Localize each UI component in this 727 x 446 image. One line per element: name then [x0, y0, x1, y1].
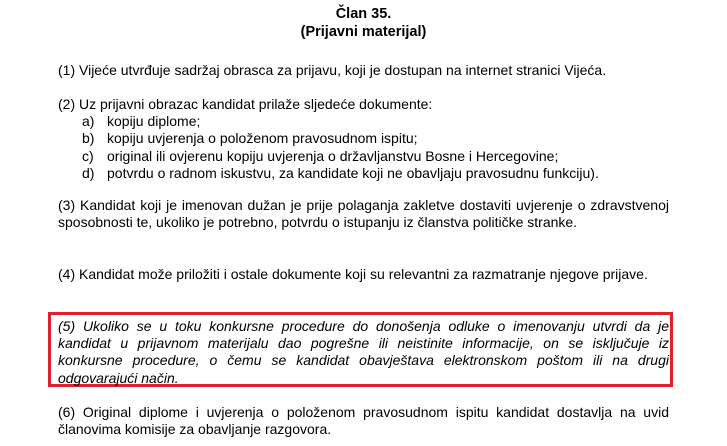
list-item	[58, 148, 669, 165]
document-list	[58, 113, 669, 182]
article-number: Član 35.	[335, 6, 392, 22]
paragraph-6: (6) Original diplome i uvjerenja o položenom pravosudnom ispitu kandidat dostavlja na uvid članovima komisije za obavljanje razgovora.	[58, 404, 669, 438]
list-item	[58, 113, 669, 130]
list-item-text: original ili ovjerenu kopiju uvjerenja o državljanstvu Bosne i Hercegovine;	[107, 147, 559, 164]
paragraph-2	[58, 96, 669, 182]
list-item-text: kopiju diplome;	[107, 113, 201, 130]
paragraph-1: (1) Vijeće utvrđuje sadržaj obrasca za prijavu, koji je dostupan na internet stranici Vijeća.	[58, 62, 607, 78]
list-marker: c)	[82, 147, 94, 164]
list-marker: a)	[82, 113, 95, 130]
list-marker: d)	[82, 164, 95, 181]
paragraph-2-intro: (2) Uz prijavni obrazac kandidat prilaže sljedeće dokumente:	[58, 96, 433, 112]
list-item-text: potvrdu o radnom iskustvu, za kandidate koji ne obavljaju pravosudnu funkciju).	[107, 164, 599, 181]
list-item	[58, 130, 669, 147]
paragraph-4: (4) Kandidat može priložiti i ostale dokumente koji su relevantni za razmatranje njegove prijave.	[58, 266, 648, 282]
list-item-text: kopiju uvjerenja o položenom pravosudnom ispitu;	[107, 130, 418, 147]
paragraph-5-highlighted: (5) Ukoliko se u toku konkursne procedure do donošenja odluke o imenovanju utvrdi da je kandidat u prijavnom materijalu dao pogrešne ili neistinite informacije, on se isključuje iz konkursne procedure, o čemu se kandidat obavještava elektronskom poštom ili na drugi odgovarajući način.	[58, 318, 669, 386]
list-marker: b)	[82, 130, 95, 147]
article-subtitle: (Prijavni materijal)	[300, 24, 427, 40]
paragraph-3: (3) Kandidat koji je imenovan dužan je prije polaganja zakletve dostaviti uvjerenje o zdravstvenoj sposobnosti te, ukoliko je potrebno, potvrdu o istupanju iz članstva političke stranke.	[58, 197, 669, 231]
list-item	[58, 165, 669, 182]
